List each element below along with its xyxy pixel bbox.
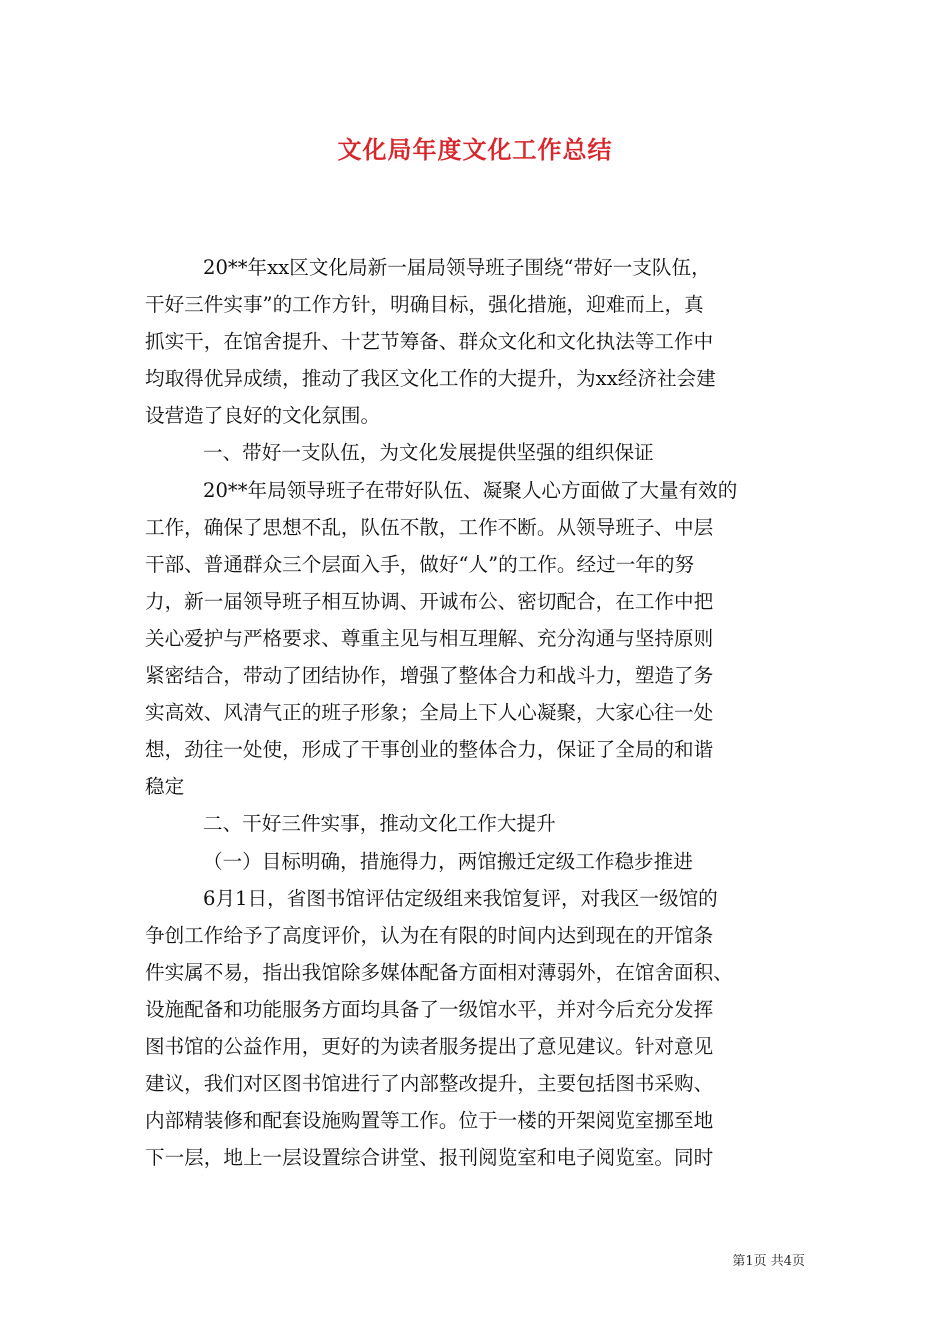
paragraph-line: 实高效、风清气正的班子形象；全局上下人心凝聚，大家心往一处	[145, 701, 714, 725]
paragraph-line: 图书馆的公益作用，更好的为读者服务提出了意见建议。针对意见	[145, 1034, 714, 1058]
paragraph-line: 抓实干，在馆舍提升、十艺节筹备、群众文化和文化执法等工作中	[145, 330, 714, 354]
document-title: 文化局年度文化工作总结	[337, 135, 613, 164]
paragraph-line: 下一层，地上一层设置综合讲堂、报刊阅览室和电子阅览室。同时	[145, 1146, 714, 1170]
subsection-heading: （一）目标明确，措施得力，两馆搬迁定级工作稳步推进	[203, 849, 693, 873]
paragraph-line: 6月1日，省图书馆评估定级组来我馆复评，对我区一级馆的	[203, 886, 718, 910]
paragraph-line: 均取得优异成绩，推动了我区文化工作的大提升，为xx经济社会建	[145, 367, 716, 391]
paragraph-line: 争创工作给予了高度评价，认为在有限的时间内达到现在的开馆条	[145, 923, 714, 947]
paragraph-line: 设施配备和功能服务方面均具备了一级馆水平，并对今后充分发挥	[145, 997, 714, 1021]
page-number: 第1页 共4页	[732, 1254, 805, 1269]
paragraph-line: 20**年xx区文化局新一届局领导班子围绕“带好一支队伍，	[203, 256, 711, 279]
document-body	[145, 249, 807, 1176]
paragraph-line: 20**年局领导班子在带好队伍、凝聚人心方面做了大量有效的	[203, 478, 738, 502]
section-heading: 二、干好三件实事，推动文化工作大提升	[203, 812, 556, 836]
paragraph-line: 紧密结合，带动了团结协作，增强了整体合力和战斗力，塑造了务	[145, 664, 714, 688]
paragraph-line: 干部、普通群众三个层面入手，做好“人”的工作。经过一年的努	[145, 552, 695, 576]
section-heading: 一、带好一支队伍，为文化发展提供坚强的组织保证	[203, 441, 654, 465]
paragraph-line: 力，新一届领导班子相互协调、开诚布公、密切配合，在工作中把	[145, 589, 714, 613]
paragraph-line: 想，劲往一处使，形成了干事创业的整体合力，保证了全局的和谐	[145, 738, 714, 762]
paragraph-line: 内部精装修和配套设施购置等工作。位于一楼的开架阅览室挪至地	[145, 1109, 714, 1133]
paragraph-line: 件实属不易，指出我馆除多媒体配备方面相对薄弱外，在馆舍面积、	[145, 960, 733, 984]
paragraph-line: 关心爱护与严格要求、尊重主见与相互理解、充分沟通与坚持原则	[145, 626, 714, 650]
paragraph-line: 干好三件实事”的工作方针，明确目标，强化措施，迎难而上，真	[145, 293, 704, 317]
paragraph-line: 设营造了良好的文化氛围。	[145, 404, 381, 428]
paragraph-line: 建议，我们对区图书馆进行了内部整改提升，主要包括图书采购、	[145, 1072, 714, 1096]
paragraph-line: 工作，确保了思想不乱，队伍不散，工作不断。从领导班子、中层	[145, 515, 714, 539]
paragraph-line: 稳定	[145, 775, 185, 799]
